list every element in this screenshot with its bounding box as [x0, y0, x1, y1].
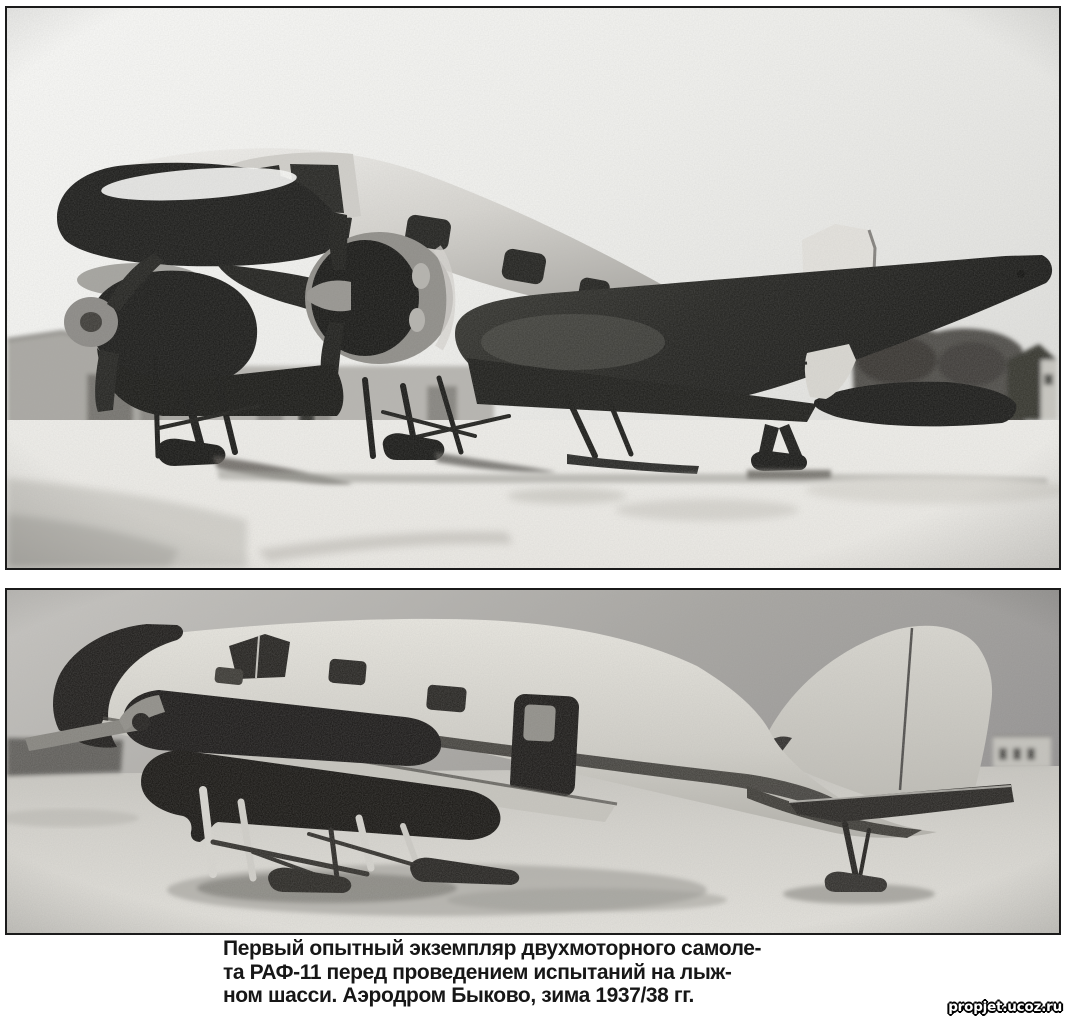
bottom-photo-illustration — [7, 590, 1059, 933]
vignette — [7, 590, 1059, 933]
photo-bottom-raf11-side-view — [5, 588, 1061, 935]
vignette — [7, 8, 1059, 568]
site-watermark: propjet.ucoz.ru — [948, 999, 1062, 1015]
top-photo-illustration — [7, 8, 1059, 568]
caption-line: Первый опытный экземпляр двухмоторного самоле- — [223, 937, 762, 960]
photo-top-raf11-front-view — [5, 6, 1061, 570]
photo-caption — [223, 937, 773, 1008]
caption-line: ном шасси. Аэродром Быково, зима 1937/38 гг. — [223, 984, 694, 1007]
caption-line: та РАФ-11 перед проведением испытаний на лыж- — [223, 960, 732, 984]
